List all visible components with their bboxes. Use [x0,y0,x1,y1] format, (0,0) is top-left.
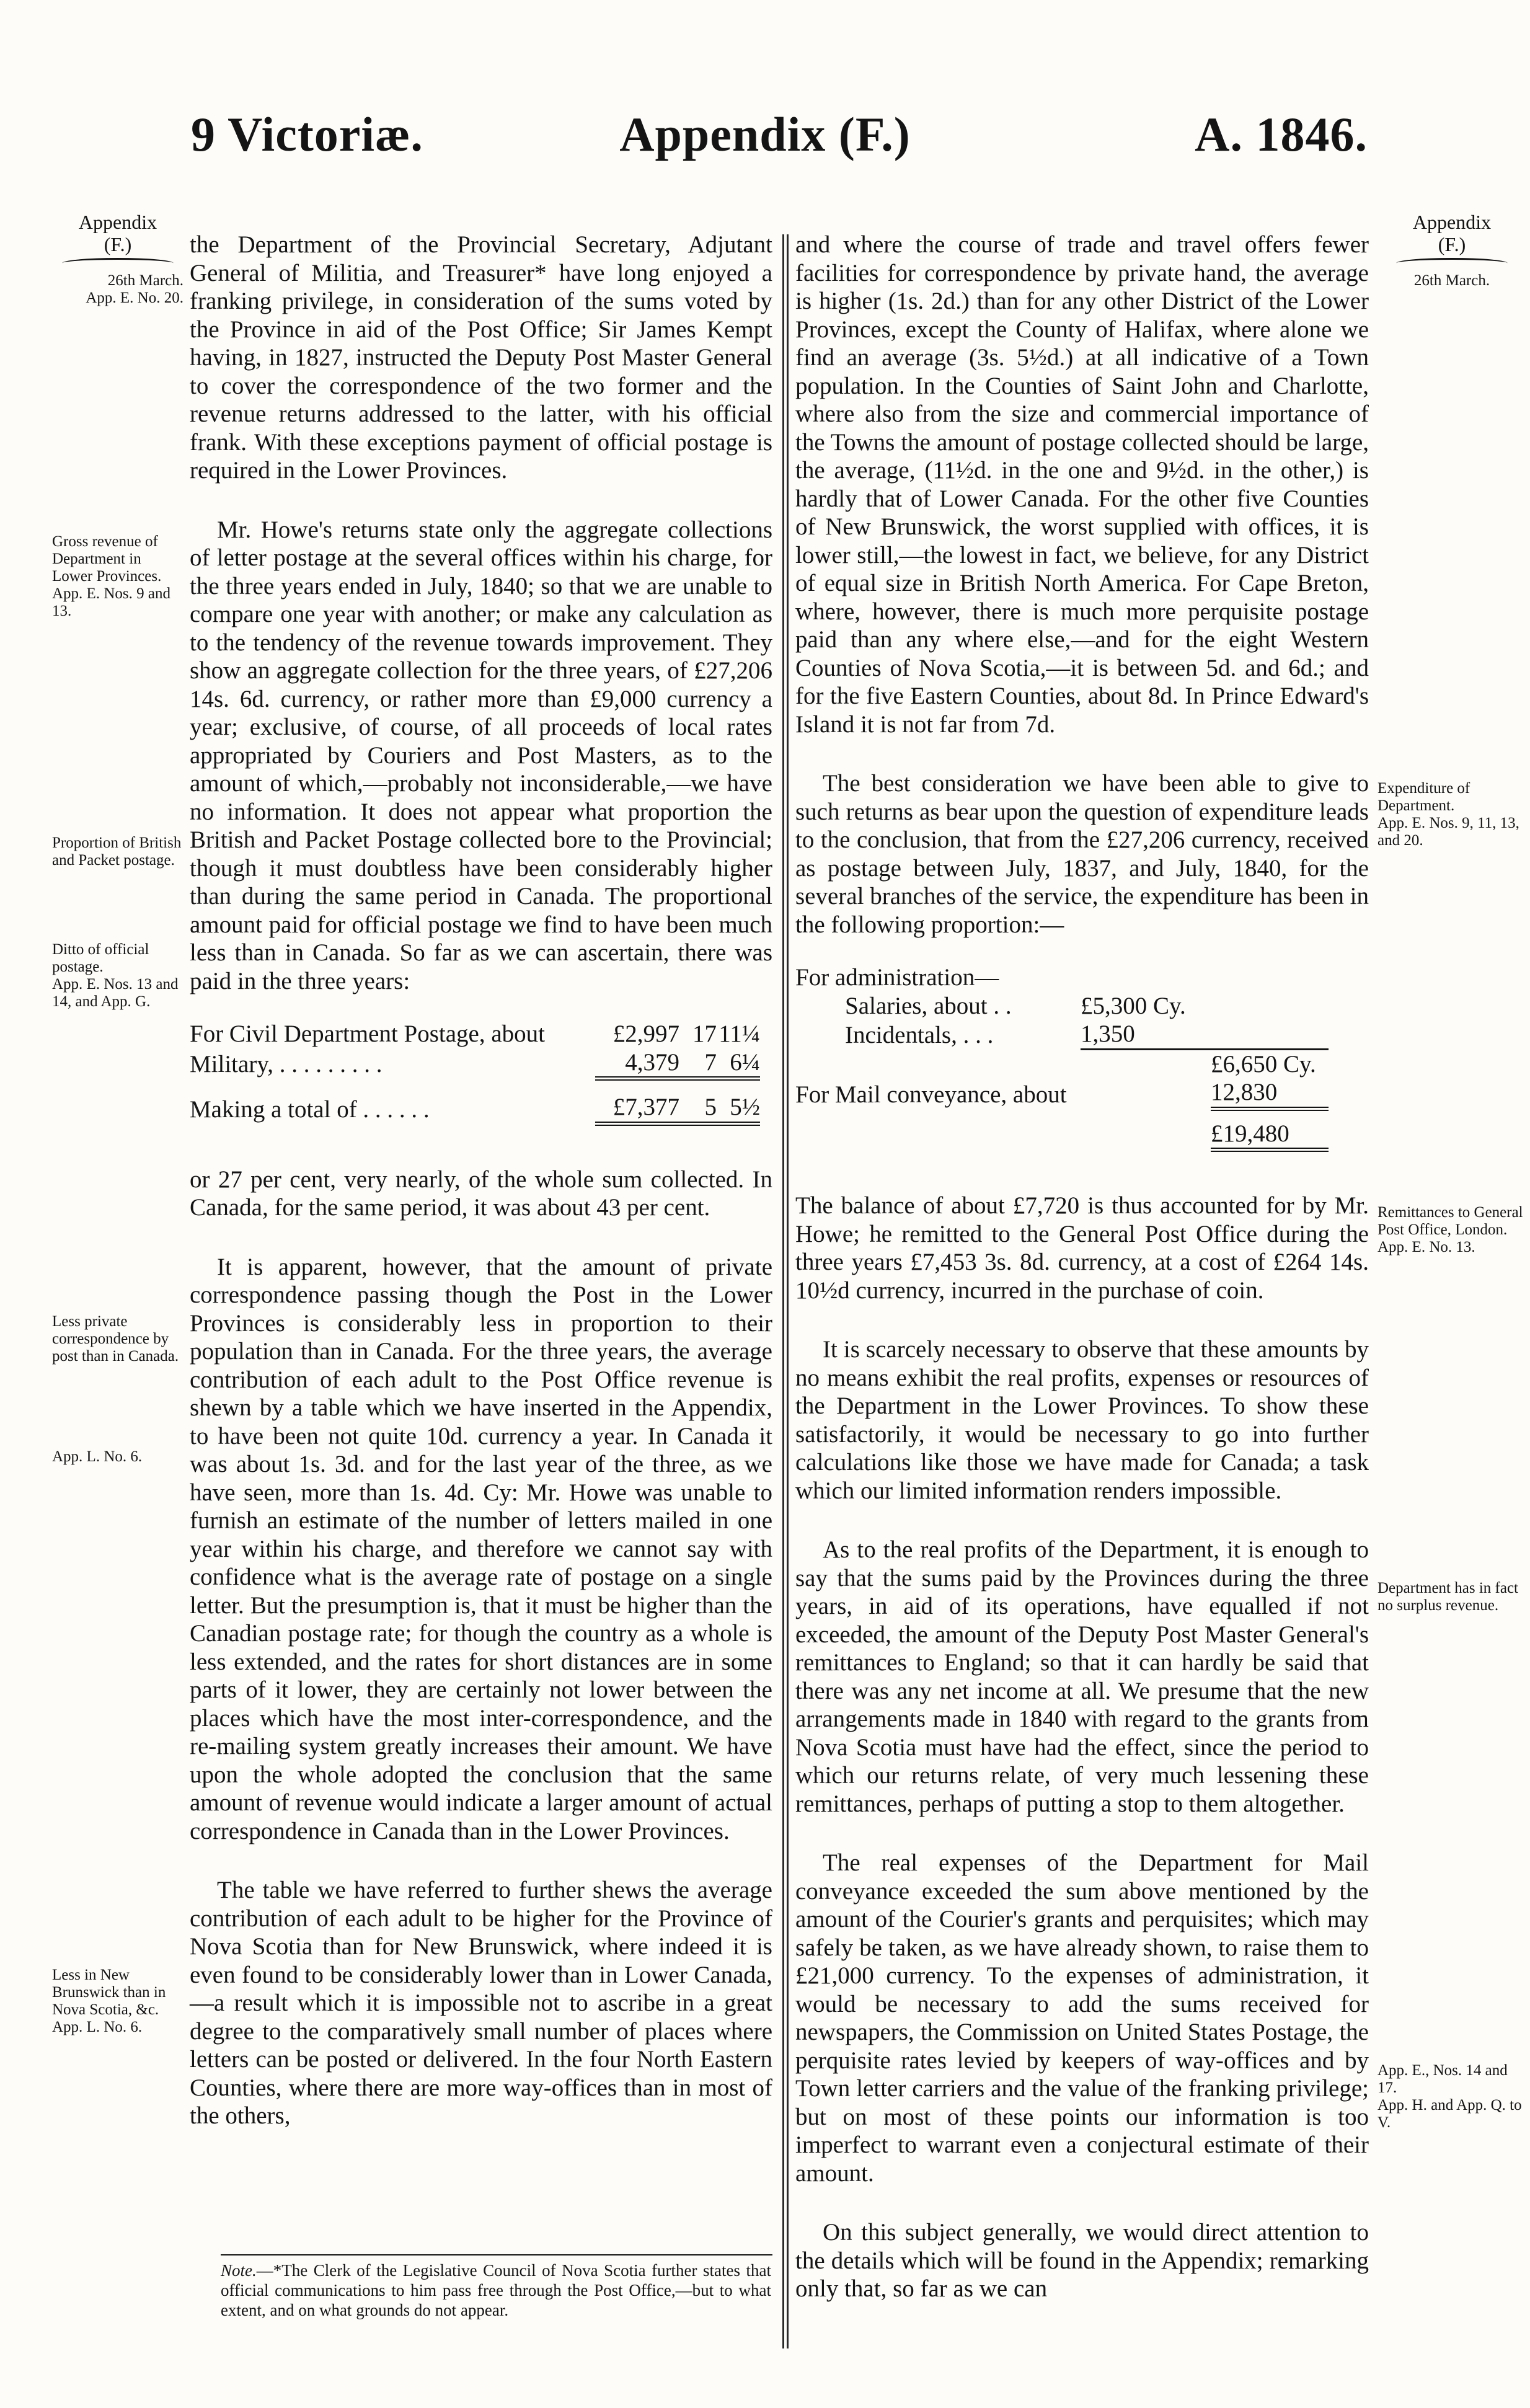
table-row: For Mail conveyance, about 12,830 [795,1078,1329,1109]
header-appendix-title: Appendix (F.) [619,107,911,161]
brace-decoration [1396,258,1508,268]
sidenote-expenditure: Expenditure of Department. App. E. Nos. 9, 11, 13, and 20. [1377,780,1519,849]
sidenote-app-e-14-17: App. E., Nos. 14 and 17. App. H. and App. Q. to V. [1377,2062,1522,2131]
sidenote-new-brunswick: Less in New Brunswick than in Nova Scotia, &c. App. L. No. 6. [52,1967,166,2035]
paragraph-percentage: or 27 per cent, very nearly, of the whole sum collected. In Canada, for the same period, it was about 43 per cent. [190,1166,772,1221]
paragraph-real-profits: It is scarcely necessary to observe that these amounts by no means exhibit the real profits, expenses or resources of the Department in the Lower Provinces. To show these satisfactorily, it would be necessary to go into further calculations like those we have made for Canada; a task which our limited information renders impossible. [795,1336,1369,1504]
sidenote-british-packet: Proportion of British and Packet postage. [52,834,182,869]
sidenote-appendix-right: Appendix (F.) 26th March. [1377,211,1526,290]
paragraph-expenditure: The best consideration we have been able to give to such returns as bear upon the question of expenditure leads to the conclusion, that from the £27,206 currency, received as postage between July, 1837, and July, 1840, for the several branches of the service, the expenditure has been in the following proportion:— [795,770,1369,938]
paragraph-new-brunswick: The table we have referred to further shews the average contribution of each adult to be higher for the Province of Nova Scotia than for New Brunswick, where indeed it is even found to be considerably lower than in Lower Canada,—a result which it is impossible not to ascribe in a great degree to the comparatively small number of places where letters can be posted or delivered. In the four North Eastern Counties, where there are more way-offices than in most of the others, [190,1877,772,2129]
paragraph-gross-revenue: Mr. Howe's returns state only the aggregate collections of letter postage at the several offices within his charge, for the three years ended in July, 1840; so that we are unable to compare one year with another; or make any calculation as to the tendency of the revenue towards improvement. They show an aggregate collection for the three years, of £27,206 14s. 6d. currency, or rather more than £9,000 currency a year; exclusive, of course, of all proceeds of local rates appropriated by Couriers and Post Masters, as to the amount of which,—probably not inconsiderable,—we have no information. It does not appear what proportion the British and Packet Postage collected bore to the Provincial; though it must doubtless have been considerably higher than during the same period in Canada. The proportional amount paid for official postage we find to have been much less than in Canada. So far as we can ascertain, there was paid in the three years: [190,516,772,994]
sidenote-app-l: App. L. No. 6. [52,1448,143,1465]
sidenote-official-postage: Ditto of official postage. App. E. Nos. 13 and 14, and App. G. [52,941,179,1010]
paragraph-closing: On this subject generally, we would direct attention to the details which will be found in the Appendix; remarking only that, so far as we can [795,2219,1369,2302]
brace-decoration [62,258,174,268]
column-divider [787,234,789,2348]
footnote-separator [221,2254,772,2255]
official-postage-table [190,1020,760,1126]
left-column [190,231,772,2130]
table-row: Military, . . . . . . . . . 4,379 7 6¼ [190,1048,760,1078]
paragraph-real-expenses: The real expenses of the Department for Mail conveyance exceeded the sum above mentioned by the amount of the Courier's grants and perquisites; which may safely be taken, as we have already shown, to raise them to £21,000 currency. To the expenses of administration, it would be necessary to add the sums received for newspapers, the Commission on United States Postage, the perquisite rates levied by keepers of way-offices and by Town letter carriers and the value of the franking privilege; but on most of these points our information is too imperfect to warrant even a conjectural estimate of their amount. [795,1849,1369,2187]
sidenote-private-correspondence: Less private correspondence by post than in Canada. [52,1313,179,1365]
paragraph-surplus: As to the real profits of the Department, it is enough to say that the sums paid by the Provinces during the three years, in aid of its operations, have equalled if not exceeded, the amount of the Deputy Post Master General's remittances to England; so that it can hardly be said that there was any net income at all. We presume that the new arrangements made in 1840 with regard to the grants from Nova Scotia must have had the effect, since the period to which our returns relate, of very much lessening these remittances, perhaps of putting a stop to them altogether. [795,1536,1369,1817]
column-divider [782,234,784,2348]
paragraph-private-correspondence: It is apparent, however, that the amount of private correspondence passing though the Post in the Lower Provinces is considerably less in proportion to their population than in Canada. For the three years, the average contribution of each adult to the Post Office revenue is shewn by a table which we have inserted in the Appendix, to have been not quite 10d. currency a year. In Canada it was about 1s. 3d. and for the last year of the three, as we have seen, more than 1s. 4d. Cy: Mr. Howe was unable to furnish an estimate of the number of letters mailed in one year within his charge, and therefore we cannot say with confidence what is the average rate of postage on a single letter. But the presumption is, that it must be higher than the Canadian postage rate; for though the country as a whole is less extended, and the rates for short distances are in some parts of it lower, they are certainly not lower between the places which have the most inter-correspondence, and the re-mailing system greatly increases their amount. We have upon the whole adopted the conclusion that the same amount of revenue would indicate a larger amount of actual correspondence in Canada than in the Lower Provinces. [190,1253,772,1844]
header-session: 9 Victoriæ. [191,107,423,161]
footnote: Note.—*The Clerk of the Legislative Council of Nova Scotia further states that official communications to him pass free through the Post Office,—but to what extent, and on what grounds do not appear. [221,2254,771,2320]
table-row: Incidentals, . . . 1,350 [845,1020,1135,1048]
sidenote-remittances: Remittances to General Post Office, London. App. E. No. 13. [1377,1204,1523,1255]
expenditure-heading: For administration— [795,964,999,991]
sidenote-gross-revenue: Gross revenue of Department in Lower Provinces. App. E. Nos. 9 and 13. [52,533,170,619]
paragraph-franking: the Department of the Provincial Secretary, Adjutant General of Militia, and Treasurer* have long enjoyed a franking privilege, in consideration of the sums voted by the Province in aid of the Post Office; Sir James Kempt having, in 1827, instructed the Deputy Post Master General to cover the correspondence of the two former and the revenue returns addressed to the latter, with his official frank. With these exceptions payment of official postage is required in the Lower Provinces. [190,231,772,484]
table-row: £6,650 Cy. [795,1049,1329,1078]
table-row: For Civil Department Postage, about £2,997 17 11¼ [190,1020,760,1047]
sidenote-appendix-left: Appendix (F.) 26th March. App. E. No. 20. [52,211,184,307]
right-column [795,231,1369,2303]
expenditure-table [795,992,1329,1153]
paragraph-balance: The balance of about £7,720 is thus accounted for by Mr. Howe; he remitted to the General Post Office during the three years £7,453 3s. 8d. currency, at a cost of £264 14s. 10½d currency, incurred in the purchase of coin. [795,1192,1369,1304]
paragraph-county-averages: and where the course of trade and travel offers fewer facilities for correspondence by private hand, the average is higher (1s. 2d.) than for any other District of the Lower Provinces, except the County of Halifax, where alone we find an average (3s. 5½d.) at all indicative of a Town population. In the Counties of Saint John and Charlotte, where also from the size and commercial importance of the Towns the amount of postage collected should be large, the average, (11½d. in the one and 9½d. in the other,) is hardly that of Lower Canada. For the other five Counties of New Brunswick, the worst supplied with offices, it is lower still,—the lowest in fact, we believe, for any District of equal size in British North America. For Cape Breton, where, however, there is much more perquisite postage paid than any where else,—and for the eight Western Counties of Nova Scotia,—it is between 5d. and 6d.; and for the five Eastern Counties, about 8d. In Prince Edward's Island it is not far from 7d. [795,231,1369,738]
table-total-row: £19,480 [795,1120,1329,1150]
table-total-row: Making a total of . . . . . . £7,377 5 5½ [190,1094,760,1123]
header-year: A. 1846. [1195,107,1368,161]
table-row: Salaries, about . . £5,300 Cy. [845,992,1186,1019]
sidenote-no-surplus: Department has in fact no surplus revenue. [1377,1580,1518,1614]
